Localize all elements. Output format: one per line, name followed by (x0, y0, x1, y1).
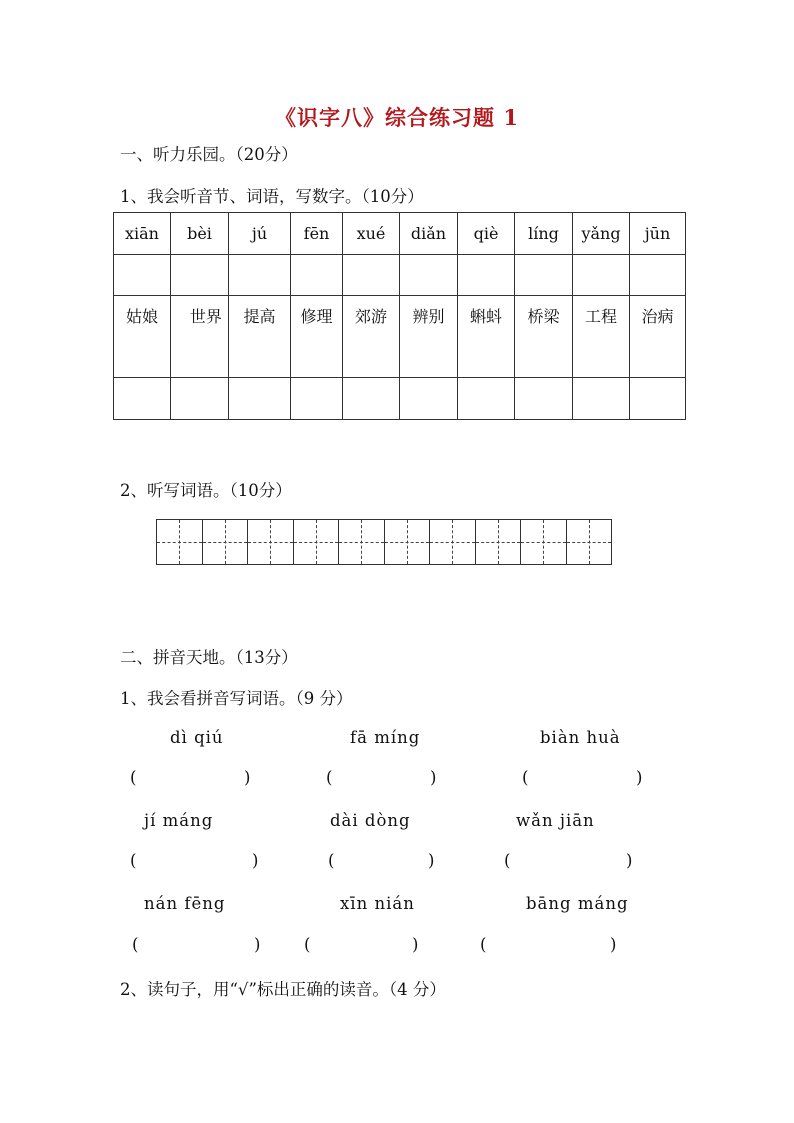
word-cell: 修理 (291, 296, 343, 378)
answer-cell[interactable] (343, 255, 400, 296)
pinyin-cell: bèi (171, 213, 229, 255)
answer-cell[interactable] (229, 378, 291, 420)
section1-heading: 一、听力乐园。（20分） (120, 145, 298, 164)
writing-cell[interactable] (203, 520, 249, 564)
page-title: 《识字八》综合练习题 1 (275, 105, 519, 130)
answer-cell[interactable] (229, 255, 291, 296)
word-cell: 蝌蚪 (458, 296, 515, 378)
answer-paren-close: ) (610, 935, 617, 954)
pinyin-cell: fēn (291, 213, 343, 255)
answer-cell[interactable] (515, 378, 573, 420)
answer-paren-close: ) (254, 935, 261, 954)
word-cell (171, 296, 229, 378)
word-cell: 治病 (630, 296, 686, 378)
pinyin-prompt: xīn nián (340, 894, 415, 913)
pinyin-word-table (113, 212, 686, 420)
pinyin-cell: yǎng (573, 213, 630, 255)
answer-cell[interactable] (573, 255, 630, 296)
section2-q2: 2、读句子，用“√”标出正确的读音。（4 分） (120, 980, 446, 999)
answer-paren-open: ( (132, 935, 139, 954)
answer-cell[interactable] (515, 255, 573, 296)
answer-cell[interactable] (400, 378, 458, 420)
answer-paren-close: ) (636, 768, 643, 787)
answer-cell[interactable] (630, 255, 686, 296)
answer-cell[interactable] (171, 378, 229, 420)
answer-cell[interactable] (458, 378, 515, 420)
word-cell-text: 世界 (189, 307, 222, 326)
pinyin-cell: jūn (630, 213, 686, 255)
answer-paren-open: ( (480, 935, 487, 954)
answer-cell[interactable] (343, 378, 400, 420)
word-cell: 姑娘 (114, 296, 171, 378)
pinyin-prompt: bāng máng (526, 894, 629, 913)
writing-cell[interactable] (476, 520, 522, 564)
writing-cell[interactable] (521, 520, 567, 564)
answer-cell[interactable] (114, 255, 171, 296)
pinyin-prompt: wǎn jiān (516, 811, 595, 830)
pinyin-cell: xiān (114, 213, 171, 255)
dictation-grid (156, 519, 612, 565)
word-cell: 工程 (573, 296, 630, 378)
section1-q1: 1、我会听音节、词语，写数字。（10分） (120, 187, 424, 206)
pinyin-prompt: biàn huà (540, 728, 621, 747)
writing-cell[interactable] (157, 520, 203, 564)
answer-paren-open: ( (326, 768, 333, 787)
answer-paren-close: ) (412, 935, 419, 954)
answer-paren-open: ( (504, 851, 511, 870)
section2-q1: 1、我会看拼音写词语。（9 分） (120, 689, 353, 708)
answer-cell[interactable] (291, 255, 343, 296)
answer-cell[interactable] (630, 378, 686, 420)
word-cell: 辨别 (400, 296, 458, 378)
answer-paren-close: ) (252, 851, 259, 870)
writing-cell[interactable] (248, 520, 294, 564)
pinyin-prompt: dài dòng (330, 811, 411, 830)
writing-cell[interactable] (385, 520, 431, 564)
answer-paren-close: ) (244, 768, 251, 787)
answer-paren-open: ( (130, 768, 137, 787)
pinyin-prompt: jí máng (144, 811, 214, 830)
answer-paren-close: ) (626, 851, 633, 870)
answer-cell[interactable] (400, 255, 458, 296)
pinyin-prompt: dì qiú (170, 728, 224, 747)
answer-paren-close: ) (428, 851, 435, 870)
answer-cell[interactable] (114, 378, 171, 420)
answer-paren-open: ( (130, 851, 137, 870)
pinyin-prompt: nán fēng (144, 894, 226, 913)
writing-cell[interactable] (430, 520, 476, 564)
answer-cell[interactable] (171, 255, 229, 296)
answer-paren-open: ( (522, 768, 529, 787)
pinyin-cell: diǎn (400, 213, 458, 255)
answer-cell[interactable] (458, 255, 515, 296)
word-cell: 郊游 (343, 296, 400, 378)
writing-cell[interactable] (339, 520, 385, 564)
pinyin-cell: líng (515, 213, 573, 255)
writing-cell[interactable] (294, 520, 340, 564)
section2-heading: 二、拼音天地。（13分） (120, 648, 298, 667)
answer-paren-close: ) (430, 768, 437, 787)
answer-cell[interactable] (291, 378, 343, 420)
pinyin-cell: xué (343, 213, 400, 255)
pinyin-cell: jú (229, 213, 291, 255)
section1-q2: 2、听写词语。（10分） (120, 481, 292, 500)
pinyin-prompt: fā míng (350, 728, 421, 747)
pinyin-cell: qiè (458, 213, 515, 255)
answer-cell[interactable] (573, 378, 630, 420)
answer-paren-open: ( (304, 935, 311, 954)
word-cell: 桥梁 (515, 296, 573, 378)
writing-cell[interactable] (567, 520, 612, 564)
answer-paren-open: ( (328, 851, 335, 870)
word-cell: 提高 (229, 296, 291, 378)
